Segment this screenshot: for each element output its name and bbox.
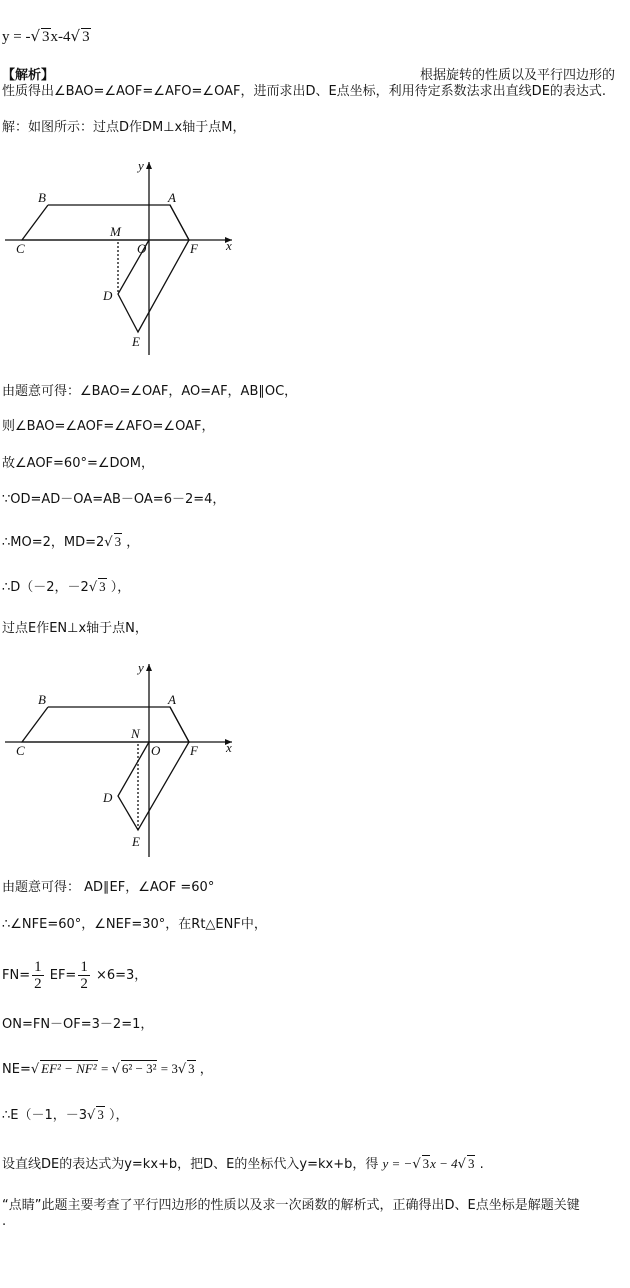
ne-eq: = bbox=[97, 1061, 112, 1076]
label-F: F bbox=[190, 743, 198, 758]
e-post: ）， bbox=[104, 1108, 129, 1123]
label-y: y bbox=[138, 660, 144, 675]
frac-num-2: 1 bbox=[80, 959, 88, 975]
sqrt-sign: √ bbox=[87, 1108, 96, 1123]
conclusion-formula-a: y = − bbox=[382, 1156, 413, 1171]
parallelogram-aedf bbox=[118, 707, 189, 830]
fraction-half bbox=[32, 959, 44, 992]
step-2: 则∠BAO=∠AOF=∠AFO=∠OAF， bbox=[2, 419, 215, 434]
mo-post: ， bbox=[122, 535, 140, 550]
step-3: 故∠AOF=60°=∠DOM， bbox=[2, 456, 154, 471]
label-E: E bbox=[132, 834, 140, 849]
label-C: C bbox=[16, 743, 25, 758]
d-post: ）， bbox=[106, 580, 131, 595]
sqrt-sign: √ bbox=[30, 1062, 40, 1077]
conclusion-post: . bbox=[475, 1157, 484, 1172]
figure-2 bbox=[0, 652, 630, 862]
label-x: x bbox=[226, 740, 232, 755]
y-arrow bbox=[146, 162, 152, 169]
sqrt-sign: √ bbox=[88, 580, 98, 595]
through-e: 过点E作EN⊥x轴于点N， bbox=[2, 621, 148, 636]
fn-line bbox=[2, 958, 147, 994]
label-O: O bbox=[137, 241, 147, 256]
answer-line bbox=[2, 28, 91, 45]
label-C: C bbox=[16, 241, 25, 256]
frac-den-2: 2 bbox=[80, 976, 88, 992]
sqrt-sign: √ bbox=[104, 535, 113, 550]
label-y: y bbox=[138, 158, 144, 173]
mo-root: 3 bbox=[114, 534, 122, 549]
parallelogram-aedf bbox=[118, 205, 189, 332]
label-B: B bbox=[38, 190, 46, 205]
fraction-half-2 bbox=[78, 959, 90, 992]
frac-num: 1 bbox=[34, 959, 42, 975]
conclusion-root: 3 bbox=[422, 1156, 430, 1171]
answer-root-1: 3 bbox=[42, 29, 50, 45]
label-N: N bbox=[131, 726, 140, 741]
sqrt-sign: √ bbox=[70, 27, 81, 45]
sqrt-sign: √ bbox=[457, 1157, 466, 1172]
ne-line bbox=[2, 1060, 213, 1078]
d-root: 3 bbox=[99, 579, 106, 594]
on-line: ON=FN－OF=3－2=1， bbox=[2, 1017, 154, 1032]
ne-pre: NE= bbox=[2, 1062, 31, 1077]
parallelogram-bacf bbox=[22, 707, 189, 742]
conclusion-line bbox=[2, 1155, 484, 1173]
ne-root: 3 bbox=[188, 1061, 195, 1076]
conclusion-pre: 设直线DE的表达式为y=kx+b，把D、E的坐标代入y=kx+b，得 bbox=[2, 1157, 383, 1172]
conclusion-formula-b: x − 4 bbox=[430, 1156, 458, 1171]
ne-expr2: 6² − 3² bbox=[121, 1061, 157, 1076]
step-4: ∵OD=AD－OA=AB－OA=6－2=4， bbox=[2, 492, 226, 507]
answer-root-2: 3 bbox=[82, 29, 90, 45]
label-F: F bbox=[190, 241, 198, 256]
label-A: A bbox=[168, 692, 176, 707]
label-A: A bbox=[168, 190, 176, 205]
ne-expr1: EF² − NF² bbox=[41, 1061, 97, 1076]
comment-line-2: . bbox=[2, 1214, 7, 1229]
sqrt-sign: √ bbox=[30, 27, 41, 45]
e-pre: ∴E（－1，－3 bbox=[2, 1108, 88, 1123]
frac-den: 2 bbox=[34, 976, 42, 992]
e-coordinate bbox=[2, 1106, 128, 1124]
step-5: 由题意可得： AD∥EF，∠AOF =60° bbox=[2, 880, 215, 895]
label-E: E bbox=[132, 334, 140, 349]
label-B: B bbox=[38, 692, 46, 707]
fn-pre: FN= bbox=[2, 968, 31, 983]
label-D: D bbox=[103, 790, 113, 805]
ne-eq2: = 3 bbox=[157, 1061, 178, 1076]
mo-line bbox=[2, 533, 139, 551]
figure-1 bbox=[0, 150, 630, 360]
answer-lhs: y = - bbox=[2, 29, 31, 45]
parallelogram-bacf bbox=[22, 205, 189, 240]
conclusion-root-2: 3 bbox=[467, 1156, 475, 1171]
label-x: x bbox=[226, 238, 232, 253]
sqrt-sign: √ bbox=[177, 1062, 187, 1077]
analysis-line1-right: 根据旋转的性质以及平行四边形的 bbox=[420, 68, 616, 83]
sqrt-sign: √ bbox=[111, 1062, 120, 1077]
e-root: 3 bbox=[97, 1107, 104, 1122]
ne-post: ， bbox=[195, 1062, 213, 1077]
fn-mid: EF= bbox=[45, 968, 77, 983]
label-O: O bbox=[151, 743, 161, 758]
sqrt-sign: √ bbox=[412, 1157, 421, 1172]
solution-intro: 解：如图所示：过点D作DM⊥x轴于点M， bbox=[2, 120, 246, 135]
d-coordinate bbox=[2, 578, 130, 596]
d-pre: ∴D（－2，－2 bbox=[2, 580, 89, 595]
analysis-tag: 【解析】 bbox=[2, 68, 55, 83]
answer-mid: x-4 bbox=[50, 29, 71, 45]
label-D: D bbox=[103, 288, 113, 303]
mo-pre: ∴MO=2，MD=2 bbox=[2, 535, 105, 550]
y-arrow bbox=[146, 664, 152, 671]
step-6: ∴∠NFE=60°，∠NEF=30°，在Rt△ENF中， bbox=[2, 917, 267, 932]
label-M: M bbox=[110, 224, 121, 239]
comment-line-1: “点睛”此题主要考查了平行四边形的性质以及求一次函数的解析式，正确得出D、E点坐标是解题关键 bbox=[2, 1198, 580, 1213]
step-1: 由题意可得：∠BAO=∠OAF，AO=AF，AB∥OC， bbox=[2, 384, 298, 399]
analysis-line2: 性质得出∠BAO=∠AOF=∠AFO=∠OAF，进而求出D、E点坐标，利用待定系数法求出直线DE的表达式. bbox=[2, 84, 607, 99]
fn-post: ×6=3， bbox=[91, 968, 148, 983]
